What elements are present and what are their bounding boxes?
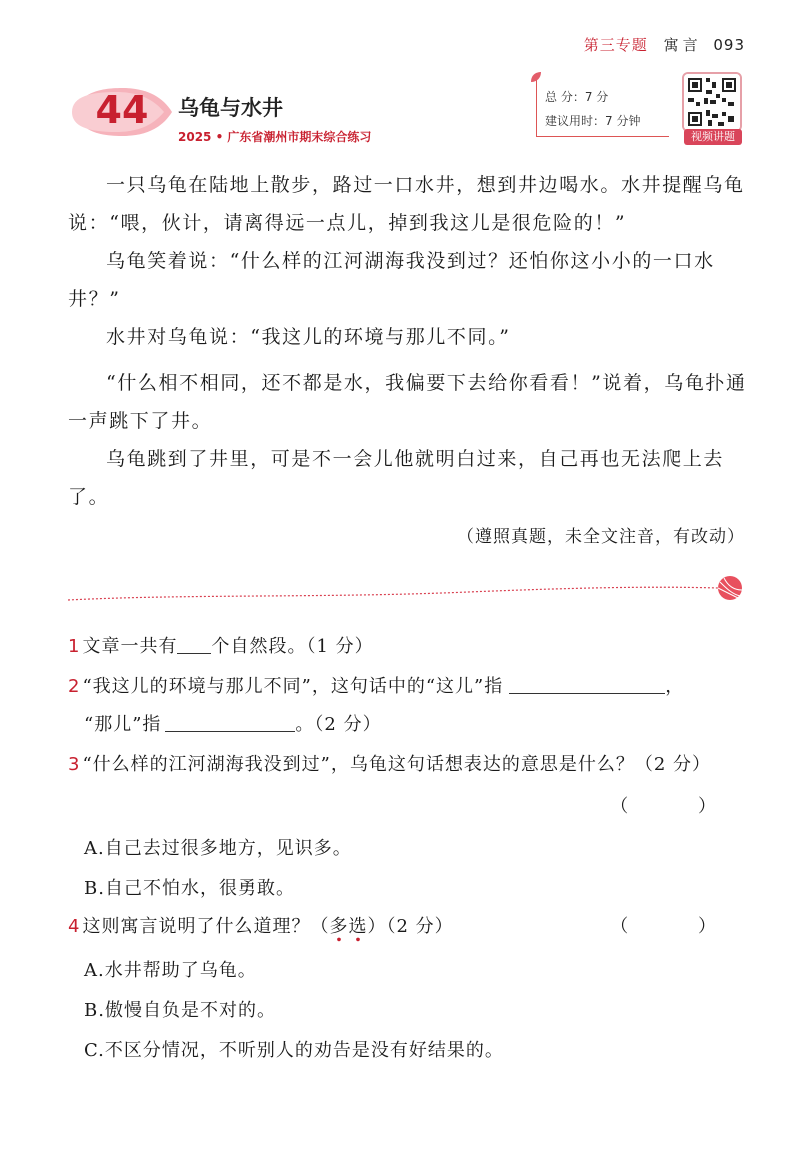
lesson-title: 乌龟与水井 — [178, 96, 283, 120]
total-score: 总 分：7 分 — [545, 90, 609, 104]
story-paragraph: 乌龟跳到了井里，可是不一会儿他就明白过来，自己再也无法爬上去了。 — [68, 448, 725, 508]
page-number: 093 — [713, 36, 745, 54]
score-box — [536, 80, 669, 137]
question-1 — [68, 630, 758, 664]
story-paragraph: “什么相不相同，还不都是水，我偏要下去给你看看！”说着，乌龟扑通一声跳下了井。 — [68, 372, 747, 432]
qr-code[interactable] — [682, 72, 742, 132]
answer-parentheses[interactable]: （ ） — [610, 796, 748, 817]
question-text: “那儿”指 — [84, 714, 162, 735]
question-text: ， — [665, 676, 685, 697]
option-a[interactable]: A.水井帮助了乌龟。 — [84, 960, 257, 981]
question-text: 个自然段。（1 分） — [211, 636, 374, 657]
answer-blank[interactable] — [165, 709, 295, 732]
leaf-icon — [529, 70, 543, 84]
yarn-divider — [68, 574, 748, 604]
category-label: 寓言 — [663, 36, 702, 54]
question-number: 1 — [68, 636, 81, 657]
lesson-source: 2025 • 广东省潮州市期末综合练习 — [178, 130, 372, 144]
question-3 — [68, 748, 758, 782]
source-credit: （遵照真题，未全文注音，有改动） — [457, 527, 745, 547]
lesson-number: 44 — [95, 88, 149, 132]
emphasis-char: 选 — [348, 916, 368, 937]
story-paragraph: 水井对乌龟说：“我这儿的环境与那儿不同。” — [106, 326, 511, 348]
qr-label: 视频讲题 — [684, 129, 742, 145]
question-text: 这则寓言说明了什么道理？（ — [82, 916, 330, 937]
question-2 — [68, 670, 758, 704]
lesson-number-badge — [70, 86, 174, 138]
question-text: 文章一共有 — [82, 636, 178, 657]
option-a[interactable]: A.自己去过很多地方，见识多。 — [84, 838, 352, 859]
suggested-time: 建议用时：7 分钟 — [545, 114, 641, 128]
qr-code-icon — [684, 74, 740, 130]
question-text: ）（2 分） — [367, 916, 454, 937]
question-text: “什么样的江河湖海我没到过”，乌龟这句话想表达的意思是什么？（2 分） — [82, 754, 712, 775]
question-text: 。（2 分） — [295, 714, 382, 735]
answer-parentheses[interactable]: （ ） — [610, 916, 748, 937]
story-paragraph: 乌龟笑着说：“什么样的江河湖海我没到过？还怕你这小小的一口水井？” — [68, 250, 715, 310]
option-b[interactable]: B.自己不怕水，很勇敢。 — [84, 878, 295, 899]
option-c[interactable]: C.不区分情况，不听别人的劝告是没有好结果的。 — [84, 1040, 504, 1061]
yarn-ball-icon — [718, 576, 742, 600]
section-label: 第三专题 — [583, 36, 648, 54]
question-number: 4 — [68, 916, 81, 937]
question-2-line-2 — [84, 708, 774, 742]
question-number: 2 — [68, 676, 81, 697]
story-paragraph: 一只乌龟在陆地上散步，路过一口水井，想到井边喝水。水井提醒乌龟说：“喂，伙计，请离得远一点儿，掉到我这儿是很危险的！” — [68, 174, 745, 234]
answer-blank[interactable] — [177, 631, 211, 654]
running-header — [584, 34, 745, 55]
question-number: 3 — [68, 754, 81, 775]
emphasis-char: 多 — [329, 916, 349, 937]
question-text: “我这儿的环境与那儿不同”，这句话中的“这儿”指 — [82, 676, 504, 697]
option-b[interactable]: B.傲慢自负是不对的。 — [84, 1000, 276, 1021]
answer-blank[interactable] — [509, 671, 665, 694]
